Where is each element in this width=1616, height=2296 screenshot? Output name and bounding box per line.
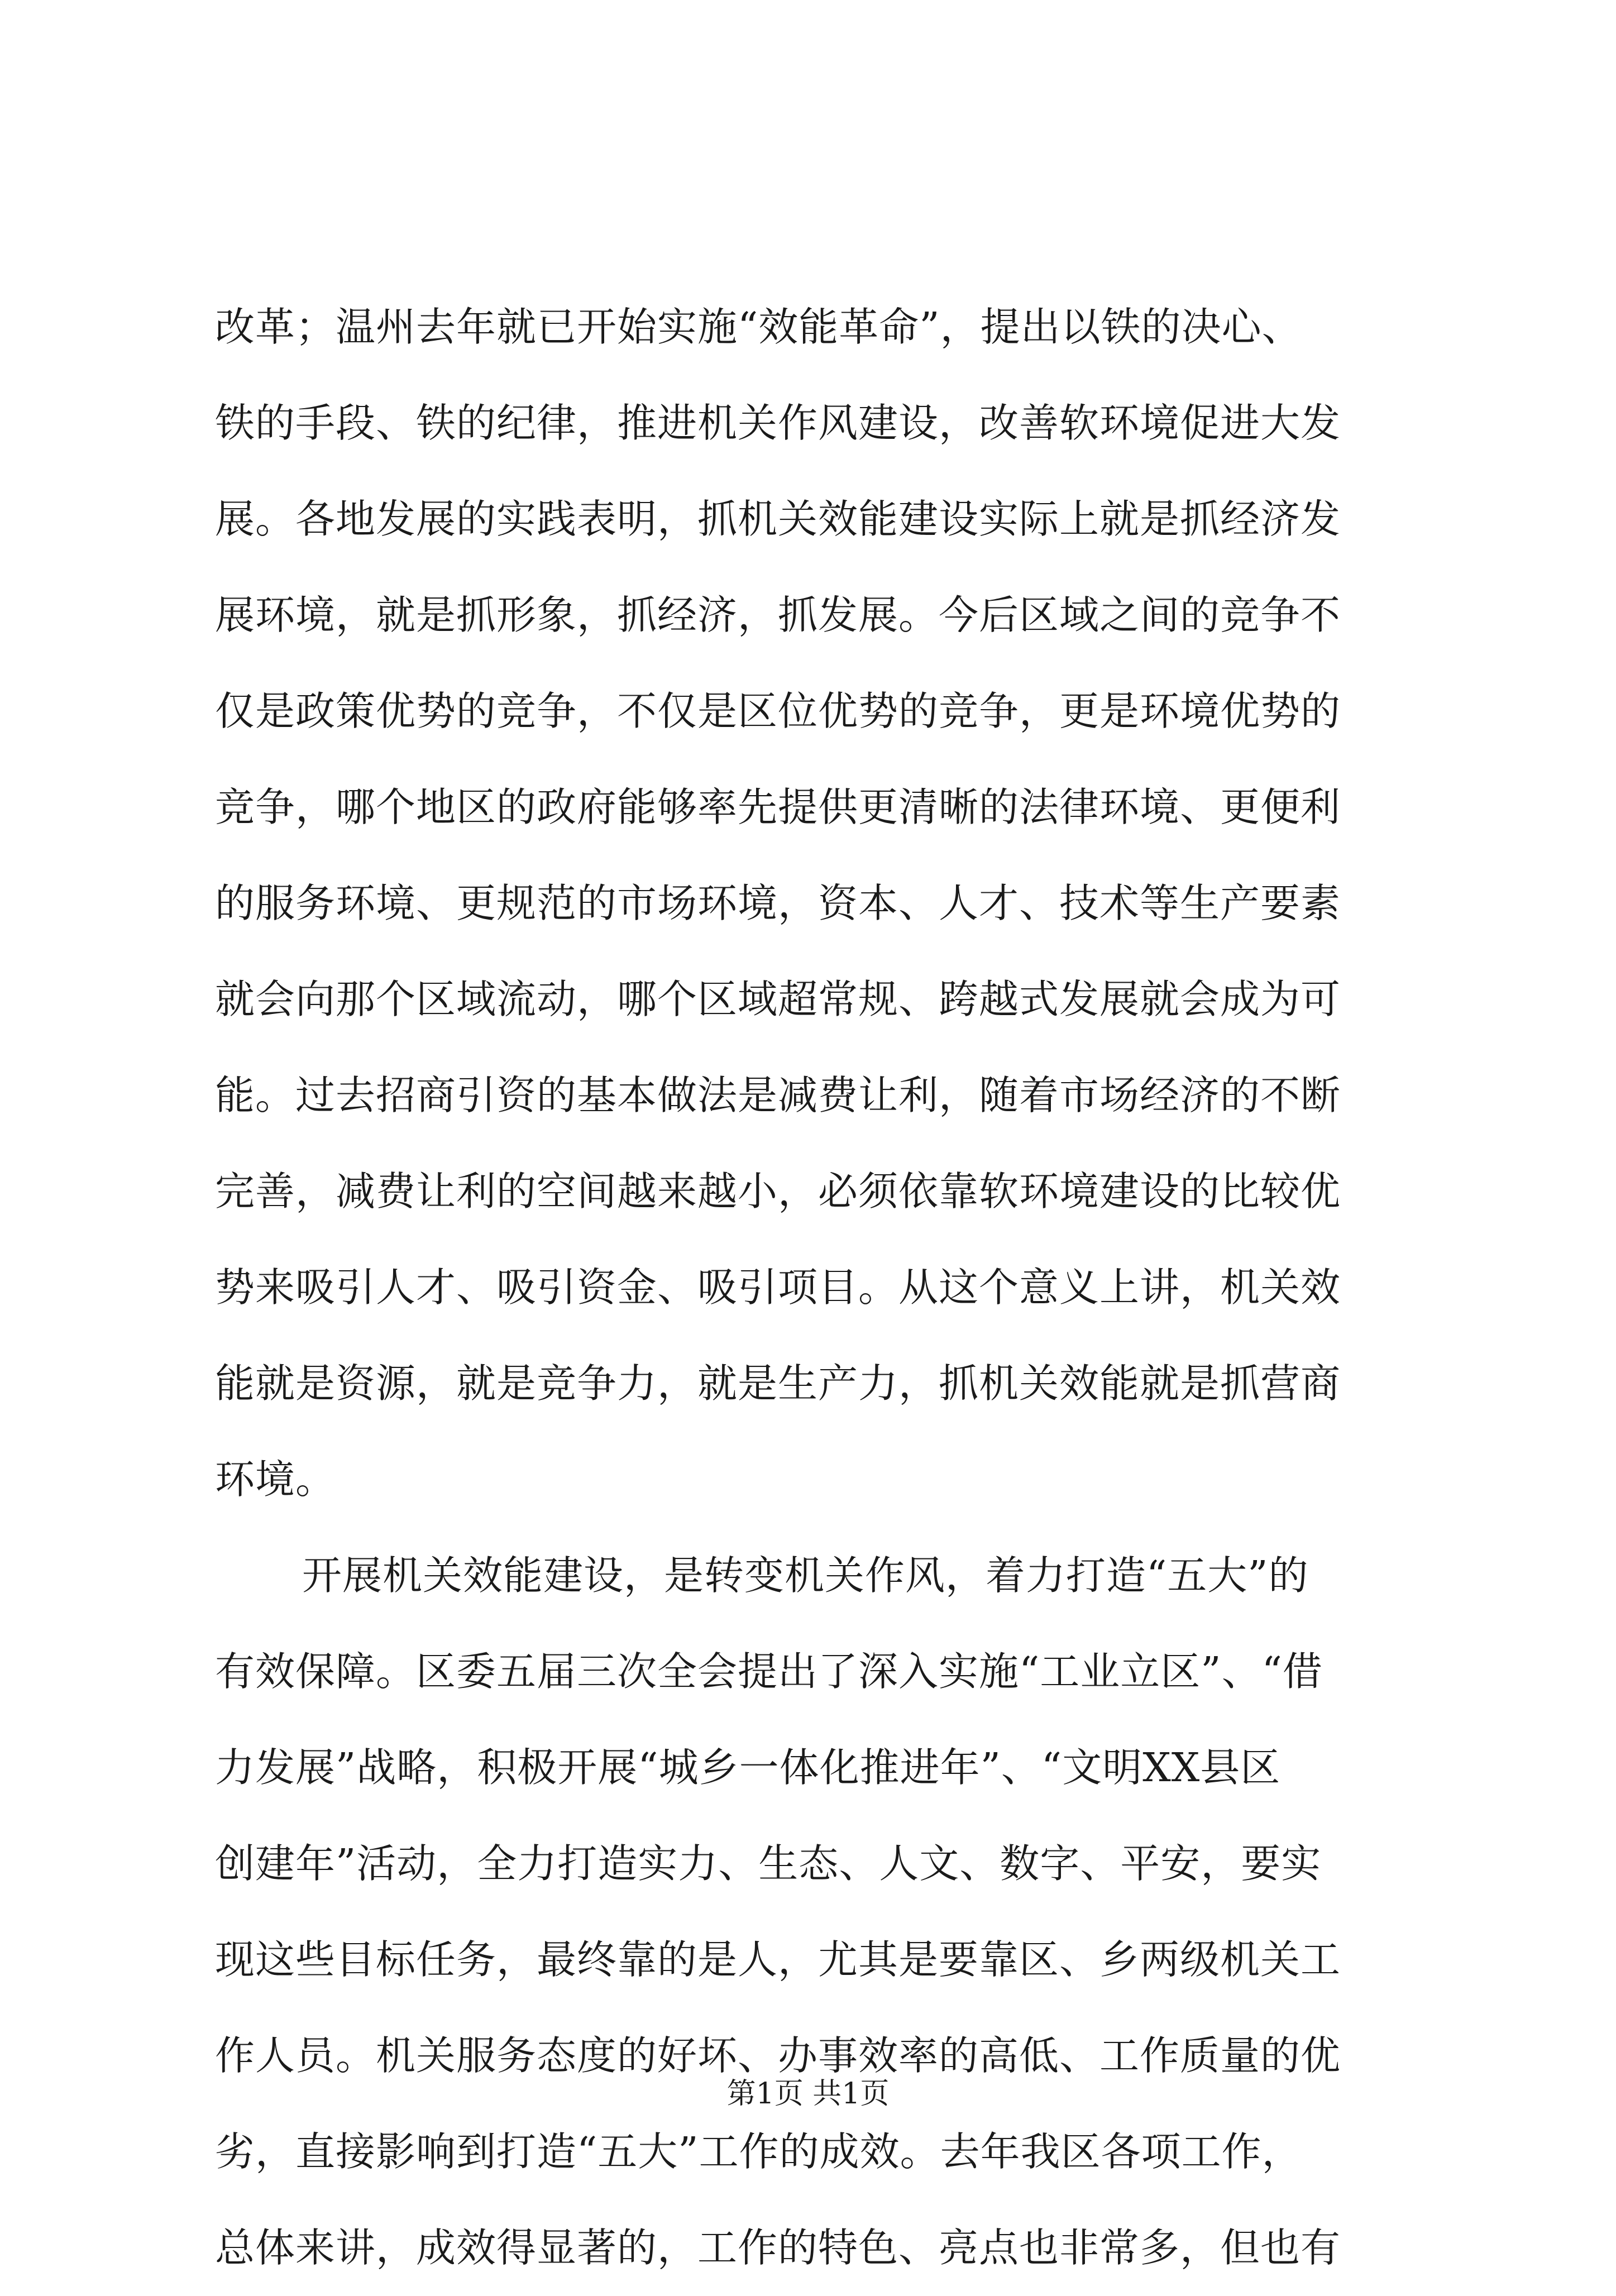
text-line: 改革；温州去年就已开始实施“效能革命”，提出以铁的决心、 <box>215 304 1302 350</box>
page-footer <box>0 2074 1616 2113</box>
page-number-label: 第1页 共1页 <box>726 2077 890 2111</box>
document-body <box>215 279 1416 2296</box>
text-line: 有效保障。区委五届三次全会提出了深入实施“工业立区”、“借 <box>215 1648 1323 1695</box>
text-line: 力发展”战略，积极开展“城乡一体化推进年”、“文明XX县区 <box>215 1744 1281 1791</box>
text-line: 铁的手段、铁的纪律，推进机关作风建设，改善软环境促进大发 <box>215 400 1341 446</box>
text-line: 开展机关效能建设，是转变机关作风，着力打造“五大”的 <box>302 1552 1309 1599</box>
text-line: 仅是政策优势的竞争，不仅是区位优势的竞争，更是环境优势的 <box>215 688 1341 734</box>
text-line: 就会向那个区域流动，哪个区域超常规、跨越式发展就会成为可 <box>215 976 1341 1022</box>
text-line: 创建年”活动，全力打造实力、生态、人文、数字、平安，要实 <box>215 1840 1322 1887</box>
text-line: 展环境，就是抓形象，抓经济，抓发展。今后区域之间的竞争不 <box>215 592 1341 638</box>
text-line: 能。过去招商引资的基本做法是减费让利，随着市场经济的不断 <box>215 1072 1341 1118</box>
text-line: 环境。 <box>215 1456 336 1503</box>
text-line: 的服务环境、更规范的市场环境，资本、人才、技术等生产要素 <box>215 880 1341 926</box>
paragraph-2 <box>215 1528 1416 2296</box>
text-line: 劣，直接影响到打造“五大”工作的成效。去年我区各项工作， <box>215 2128 1302 2175</box>
text-line: 完善，减费让利的空间越来越小，必须依靠软环境建设的比较优 <box>215 1168 1341 1214</box>
text-line: 现这些目标任务，最终靠的是人，尤其是要靠区、乡两级机关工 <box>215 1936 1341 1983</box>
text-line: 作人员。机关服务态度的好坏、办事效率的高低、工作质量的优 <box>215 2032 1341 2079</box>
text-line: 竞争，哪个地区的政府能够率先提供更清晰的法律环境、更便利 <box>215 784 1341 830</box>
text-line: 总体来讲，成效得显著的，工作的特色、亮点也非常多，但也有 <box>215 2225 1341 2271</box>
text-line: 展。各地发展的实践表明，抓机关效能建设实际上就是抓经济发 <box>215 496 1341 542</box>
text-line: 势来吸引人才、吸引资金、吸引项目。从这个意义上讲，机关效 <box>215 1264 1341 1310</box>
paragraph-1 <box>215 279 1416 1528</box>
text-line: 能就是资源，就是竞争力，就是生产力，抓机关效能就是抓营商 <box>215 1360 1341 1407</box>
